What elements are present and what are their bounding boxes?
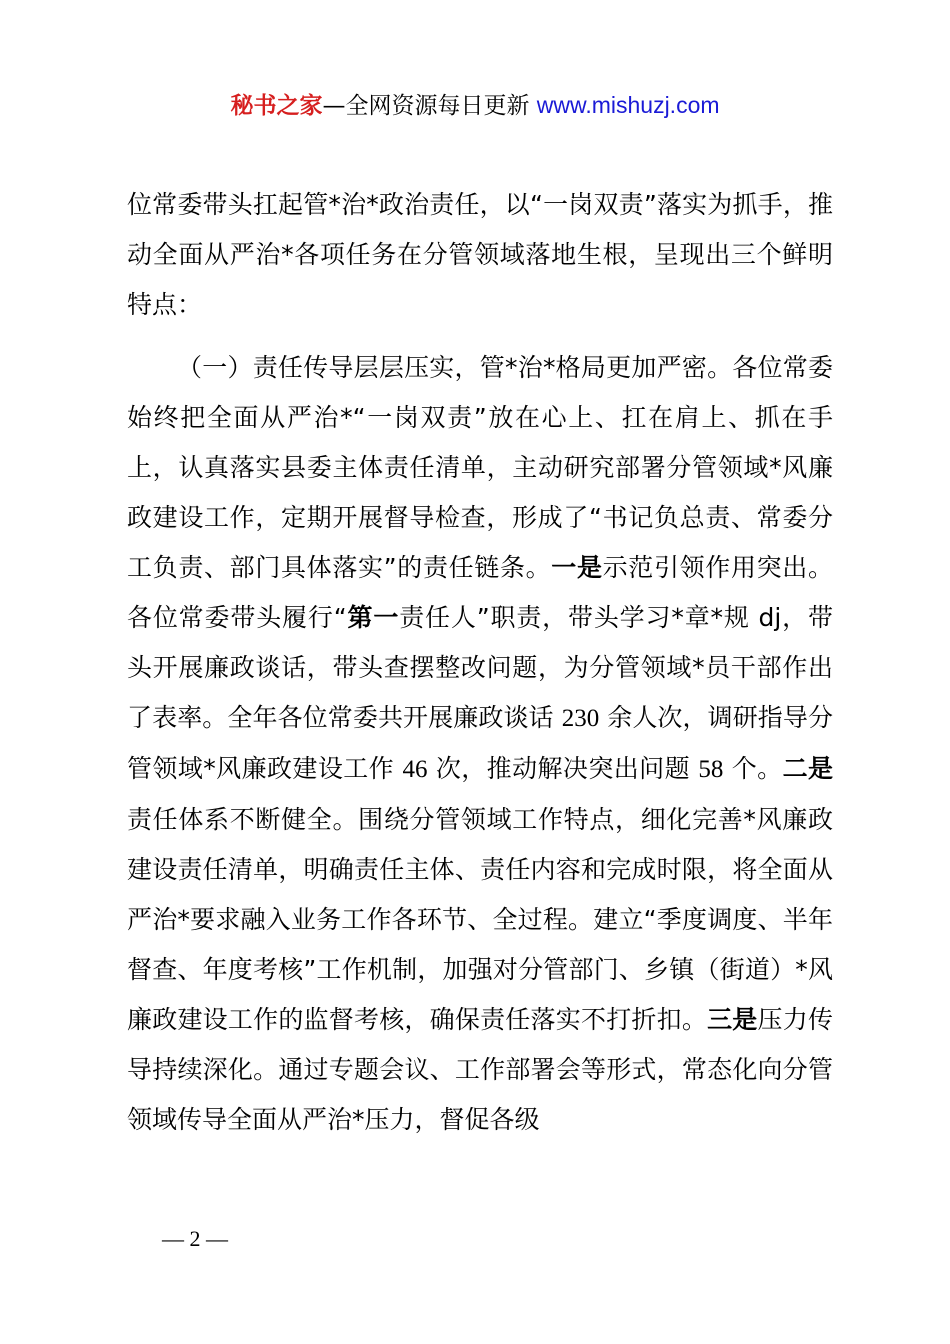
site-slogan: —全网资源每日更新 <box>322 93 537 119</box>
problems-count: 58 <box>698 756 724 783</box>
point-three-label: 三是 <box>707 1005 758 1034</box>
section-one-intro: （一）责任传导层层压实，管*治*格局更加严密。各位常委始终把全面从严治*“一岗双责”放在心上、扛在肩上、抓在手上，认真落实县委主体责任清单，主动研究部署分管领域*风廉政建设工作，定期开展督导检查，形成了“书记负总责、常委分工负责、部门具体落实”的责任链条。 <box>127 353 833 582</box>
point-one-text-a: 示范引领作用突出。各位常委带头履行“ <box>127 553 833 632</box>
paragraph-intro: 位常委带头扛起管*治*政治责任，以“一岗双责”落实为抓手，推动全面从严治*各项任务在分管领域落地生根，呈现出三个鲜明特点： <box>127 190 833 319</box>
point-one-label: 一是 <box>551 553 603 582</box>
point-one-text-e: 个。 <box>723 754 783 783</box>
talks-count: 230 <box>561 705 600 732</box>
point-one-text-d: 次，推动解决突出问题 <box>427 754 699 783</box>
site-header <box>0 88 950 123</box>
point-three-text: 压力传导持续深化。通过专题会议、工作部署会等形式，常态化向分管领域传导全面从严治*压力，督促各级 <box>127 1005 833 1134</box>
guidance-count: 46 <box>402 756 428 783</box>
site-brand: 秘书之家 <box>230 93 323 119</box>
paragraph-section-one <box>127 343 833 1145</box>
point-two-text: 责任体系不断健全。围绕分管领域工作特点，细化完善*风廉政建设责任清单，明确责任主体、责任内容和完成时限，将全面从严治*要求融入业务工作各环节、全过程。建立“季度调度、半年督查、年度考核”工作机制，加强对分管部门、乡镇（街道）*风廉政建设工作的监督考核，确保责任落实不打折扣。 <box>127 805 833 1034</box>
document-body <box>127 180 833 1145</box>
point-one-text-b: 责任人”职责，带头学习*章*规 dj，带头开展廉政谈话，带头查摆整改问题，为分管领域*员干部作出了表率。全年各位常委共开展廉政谈话 <box>127 603 833 732</box>
site-url-link[interactable]: www.mishuzj.com <box>536 92 720 118</box>
point-one-bold-word: 第一 <box>346 603 400 632</box>
page-number: — 2 — <box>162 1226 228 1251</box>
point-two-label: 二是 <box>782 754 833 783</box>
point-one-text-c: 余人次，调研指导分管领域*风廉政建设工作 <box>127 703 833 783</box>
